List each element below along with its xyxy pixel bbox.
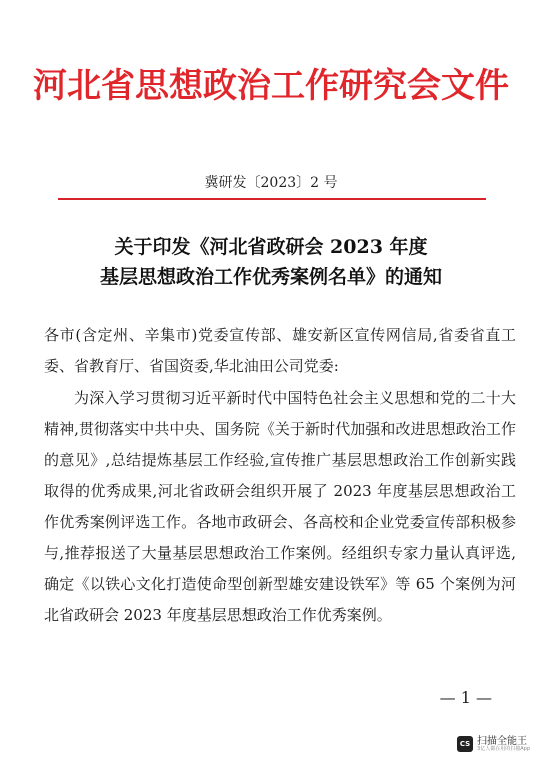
watermark-slogan: 3亿人都在用的扫描App [477,746,530,752]
body-paragraph: 为深入学习贯彻习近平新时代中国特色社会主义思想和党的二十大精神,贯彻落实中共中央、国务院《关于新时代加强和改进思想政治工作的意见》,总结提炼基层工作经验,宣传推广基层思想政治工作创新实践取得的优秀成果,河北省政研会组织开展了 2023 年度基层思想政治工作优秀案例评选工作。各地市政研会、各高校和企业党委宣传部积极参与,推荐报送了大量基层思想政治工作案例。经组织专家力量认真评选,确定《以铁心文化打造使命型创新型雄安建设铁军》等 65 个案例为河北省政研会 2023 年度基层思想政治工作优秀案例。 [44,389,516,624]
notice-title-line-2: 基层思想政治工作优秀案例名单》的通知 [99,266,442,288]
addressee-paragraph: 各市(含定州、辛集市)党委宣传部、雄安新区宣传网信局,省委省直工委、省教育厅、省国资委,华北油田公司党委: [44,326,516,375]
scanner-watermark [457,736,530,753]
page-number: — 1 — [439,688,492,707]
document-number: 冀研发〔2023〕2 号 [204,175,338,191]
document-header-title: 河北省思想政治工作研究会文件 [33,66,509,106]
watermark-app-name: 扫描全能王 [477,736,528,747]
camscanner-logo-icon: CS [457,736,473,752]
notice-title-line-1: 关于印发《河北省政研会 2023 年度 [114,236,428,258]
red-divider-line [58,198,486,200]
notice-title [0,232,542,292]
